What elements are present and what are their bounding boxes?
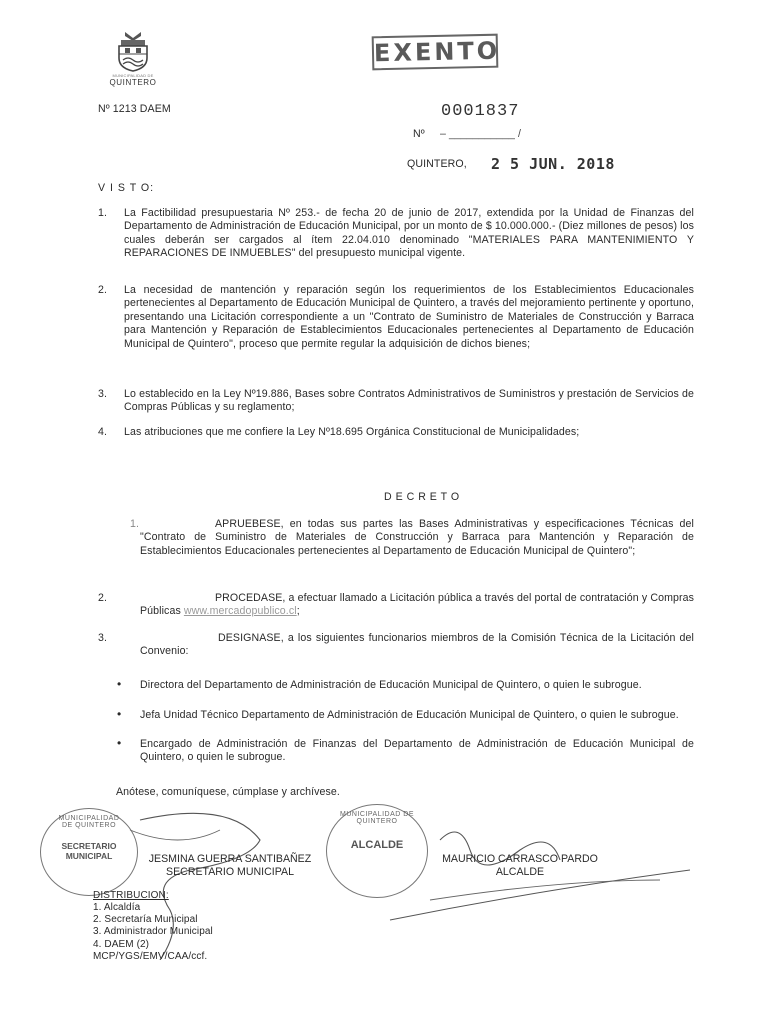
mayor-name: MAURICIO CARRASCO PARDO [442,853,598,865]
decreto-item-3-text: DESIGNASE, a los siguientes funcionarios miembros de la Comisión Técnica de la Licitación del Convenio: [140,632,694,658]
decreto-item-3-number: 3. [98,632,108,644]
decreto-item-1-number: 1. [130,518,140,530]
distribution-title: DISTRIBUCION: [93,890,169,901]
municipality-name: QUINTERO [109,78,157,87]
municipality-small-label: MUNICIPALIDAD DE [112,73,154,78]
exento-stamp: EXENTO [372,34,499,71]
decreto-item-2-body: PROCEDASE, a efectuar llamado a Licitación pública a través del portal de contratación y Compras Públicas [140,592,694,618]
reference-number: Nº 1213 DAEM [98,103,171,115]
visto-item-2-number: 2. [98,284,108,296]
visto-title: V I S T O: [98,182,155,194]
visto-item-4-text: Las atribuciones que me confiere la Ley Nº18.695 Orgánica Constitucional de Municipalidades; [124,426,580,438]
number-line: – ___________ / [440,128,522,140]
distribution-initials: MCP/YGS/EMV/CAA/ccf. [93,950,208,962]
mercadopublico-link[interactable]: www.mercadopublico.cl [183,605,297,618]
visto-item-3-text: Lo establecido en la Ley Nº19.886, Bases sobre Contratos Administrativos de Suministros y prestación de Servicios de Compras Públicas y su reglamento; [124,388,694,414]
secretary-title: SECRETARIO MUNICIPAL [166,866,294,878]
distribution-item: 4. DAEM (2) [93,938,150,950]
visto-item-3-number: 3. [98,388,108,400]
decreto-item-2-text [140,592,694,619]
bullet-1-text: Directora del Departamento de Administración de Educación Municipal de Quintero, o quien le subrogue. [140,679,642,691]
mayor-seal-ring: MUNICIPALIDAD DE QUINTERO [340,811,414,825]
bullet-3-marker: • [117,736,122,750]
number-label: Nº [413,128,425,140]
municipality-logo [100,30,166,87]
distribution-item: 1. Alcaldía [93,902,141,913]
bullet-2-text: Jefa Unidad Técnico Departamento de Administración de Educación Municipal de Quintero, o quien le subrogue. [140,709,679,721]
mayor-signature-block [420,853,620,879]
place-label: QUINTERO, [407,158,467,170]
mayor-seal-center: ALCALDE [350,839,404,851]
mayor-title: ALCALDE [495,866,545,878]
bullet-1-marker: • [117,677,122,691]
secretary-signature-block [130,853,330,879]
bullet-3-text: Encargado de Administración de Finanzas del Departamento de Administración de Educación Municipal de Quintero, o quien le subrogue. [140,738,694,764]
distribution-item: 3. Administrador Municipal [93,926,213,938]
decreto-item-1-text: APRUEBESE, en todas sus partes las Bases Administrativas y especificaciones Técnicas del "Contrato de Suministro de Materiales de Construcción y Barraca para Mantención y Reparación de Establecimientos Educacionales pertenecientes al Departamento de Educación Municipal de Quintero"; [140,518,694,557]
distribution-list [93,902,213,963]
secretary-name: JESMINA GUERRA SANTIBAÑEZ [148,853,312,865]
decreto-title: D E C R E T O [384,491,460,503]
bullet-2-marker: • [117,707,122,721]
distribution-item: 2. Secretaría Municipal [93,914,198,926]
decreto-item-2-number: 2. [98,592,108,604]
secretary-seal-ring: MUNICIPALIDAD DE QUINTERO [58,815,120,829]
decree-number: 0001837 [441,102,520,121]
visto-item-1-number: 1. [98,207,108,219]
visto-item-4-number: 4. [98,426,108,438]
coat-of-arms-icon [113,30,153,72]
visto-item-1-text: La Factibilidad presupuestaria Nº 253.- de fecha 20 de junio de 2017, extendida por la Unidad de Finanzas del Departamento de Administración de Educación Municipal, por un monto de $ 10.000.000.- (Diez millones de pesos) los cuales deberán ser cargados al ítem 22.04.010 denominado "MATERIALES PARA MANTENIMIENTO Y REPARACIONES DE INMUEBLES" del presupuesto municipal vigente. [124,207,694,260]
closing-text: Anótese, comuníquese, cúmplase y archívese. [116,786,340,798]
decreto-item-2-after: ; [296,605,300,618]
date-stamp: 2 5 JUN. 2018 [491,155,615,173]
secretary-seal-center: SECRETARIO MUNICIPAL [61,841,117,861]
visto-item-2-text: La necesidad de mantención y reparación según los requerimientos de los Establecimientos Educacionales pertenecientes al Departamento de Educación Municipal de Quintero, a través del mejoramiento pertinente y oportuno, presentando una Licitación correspondiente a un "Contrato de Suministro de Materiales de Construcción y Barraca para Mantención y Reparación de Establecimientos Educacionales pertenecientes al Departamento de Educación Municipal de Quintero", proceso que permite regular la adquisición de dichos bienes; [124,284,694,350]
